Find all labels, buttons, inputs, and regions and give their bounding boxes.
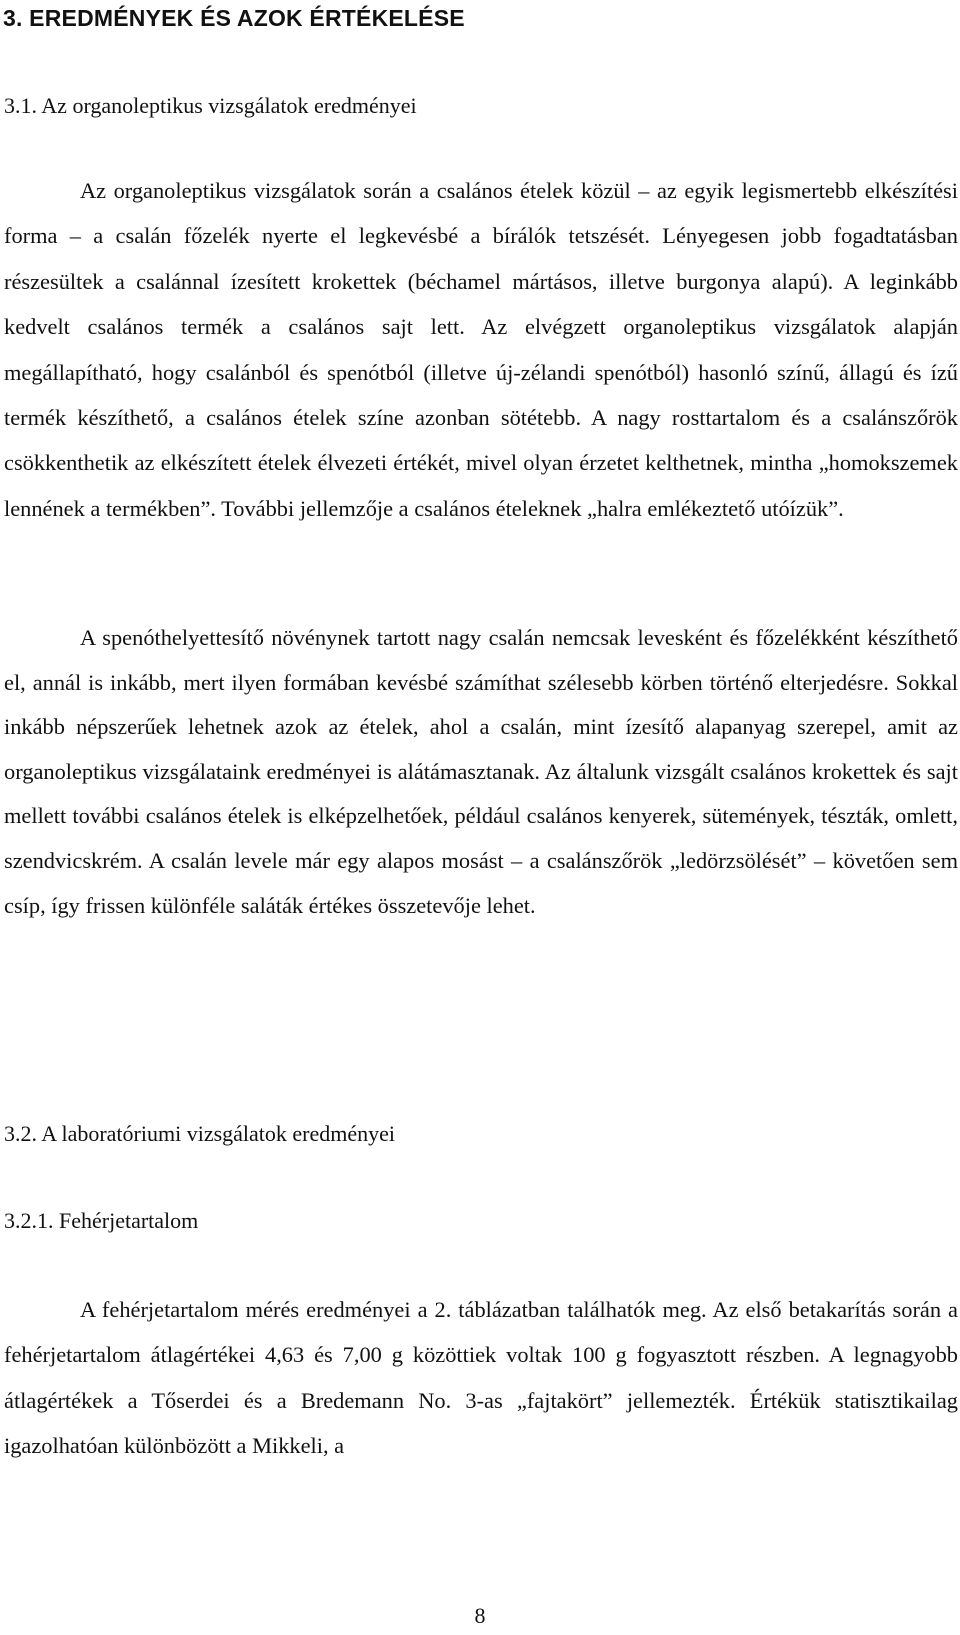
subsection-heading-3-2: 3.2. A laboratóriumi vizsgálatok eredményei bbox=[4, 1121, 396, 1146]
paragraph-organoleptic-results: Az organoleptikus vizsgálatok során a csalános ételek közül – az egyik legismertebb elkészítési forma – a csalán főzelék nyerte el legkevésbé a bírálók tetszését. Lényegesen jobb fogadtatásban részesültek a csalánnal ízesített krokettek (béchamel mártásos, illetve burgonya alapú). A leginkább kedvelt csalános termék a csalános sajt lett. Az elvégzett organoleptikus vizsgálatok alapján megállapítható, hogy csalánból és spenótból (illetve új-zélandi spenótból) hasonló színű, állagú és ízű termék készíthető, a csalános ételek színe azonban sötétebb. A nagy rosttartalom és a csalánszőrök csökkenthetik az elkészített ételek élvezeti értékét, mivel olyan érzetet kelthetnek, mintha „homokszemek lennének a termékben”. További jellemzője a csalános ételeknek „halra emlékeztető utóízük”. bbox=[4, 178, 958, 521]
subsection-heading-3-1: 3.1. Az organoleptikus vizsgálatok eredményei bbox=[4, 93, 417, 118]
subsubsection-heading-3-2-1: 3.2.1. Fehérjetartalom bbox=[4, 1208, 199, 1233]
section-heading: 3. EREDMÉNYEK ÉS AZOK ÉRTÉKELÉSE bbox=[3, 5, 465, 31]
page-number: 8 bbox=[474, 1603, 486, 1628]
paragraph-protein-content: A fehérjetartalom mérés eredményei a 2. táblázatban találhatók meg. Az első betakarítás során a fehérjetartalom átlagértékei 4,63 és 7,00 g közöttiek voltak 100 g fogyasztott részben. A legnagyobb átlagértékek a Tőserdei és a Bredemann No. 3-as „fajtakört” jellemezték. Értékük statisztikailag igazolhatóan különbözött a Mikkeli, a bbox=[4, 1297, 958, 1459]
paragraph-spinach-substitute: A spenóthelyettesítő növénynek tartott nagy csalán nemcsak levesként és főzelékként készíthető el, annál is inkább, mert ilyen formában kevésbé számíthat szélesebb körben történő elterjedésre. Sokkal inkább népszerűek lehetnek azok az ételek, ahol a csalán, mint ízesítő alapanyag szerepel, amit az organoleptikus vizsgálataink eredményei is alátámasztanak. Az általunk vizsgált csalános krokettek és sajt mellett további csalános ételek is elképzelhetőek, például csalános kenyerek, sütemények, tészták, omlett, szendvicskrém. A csalán levele már egy alapos mosást – a csalánszőrök „ledörzsölését” – követően sem csíp, így frissen különféle saláták értékes összetevője lehet. bbox=[4, 625, 958, 918]
